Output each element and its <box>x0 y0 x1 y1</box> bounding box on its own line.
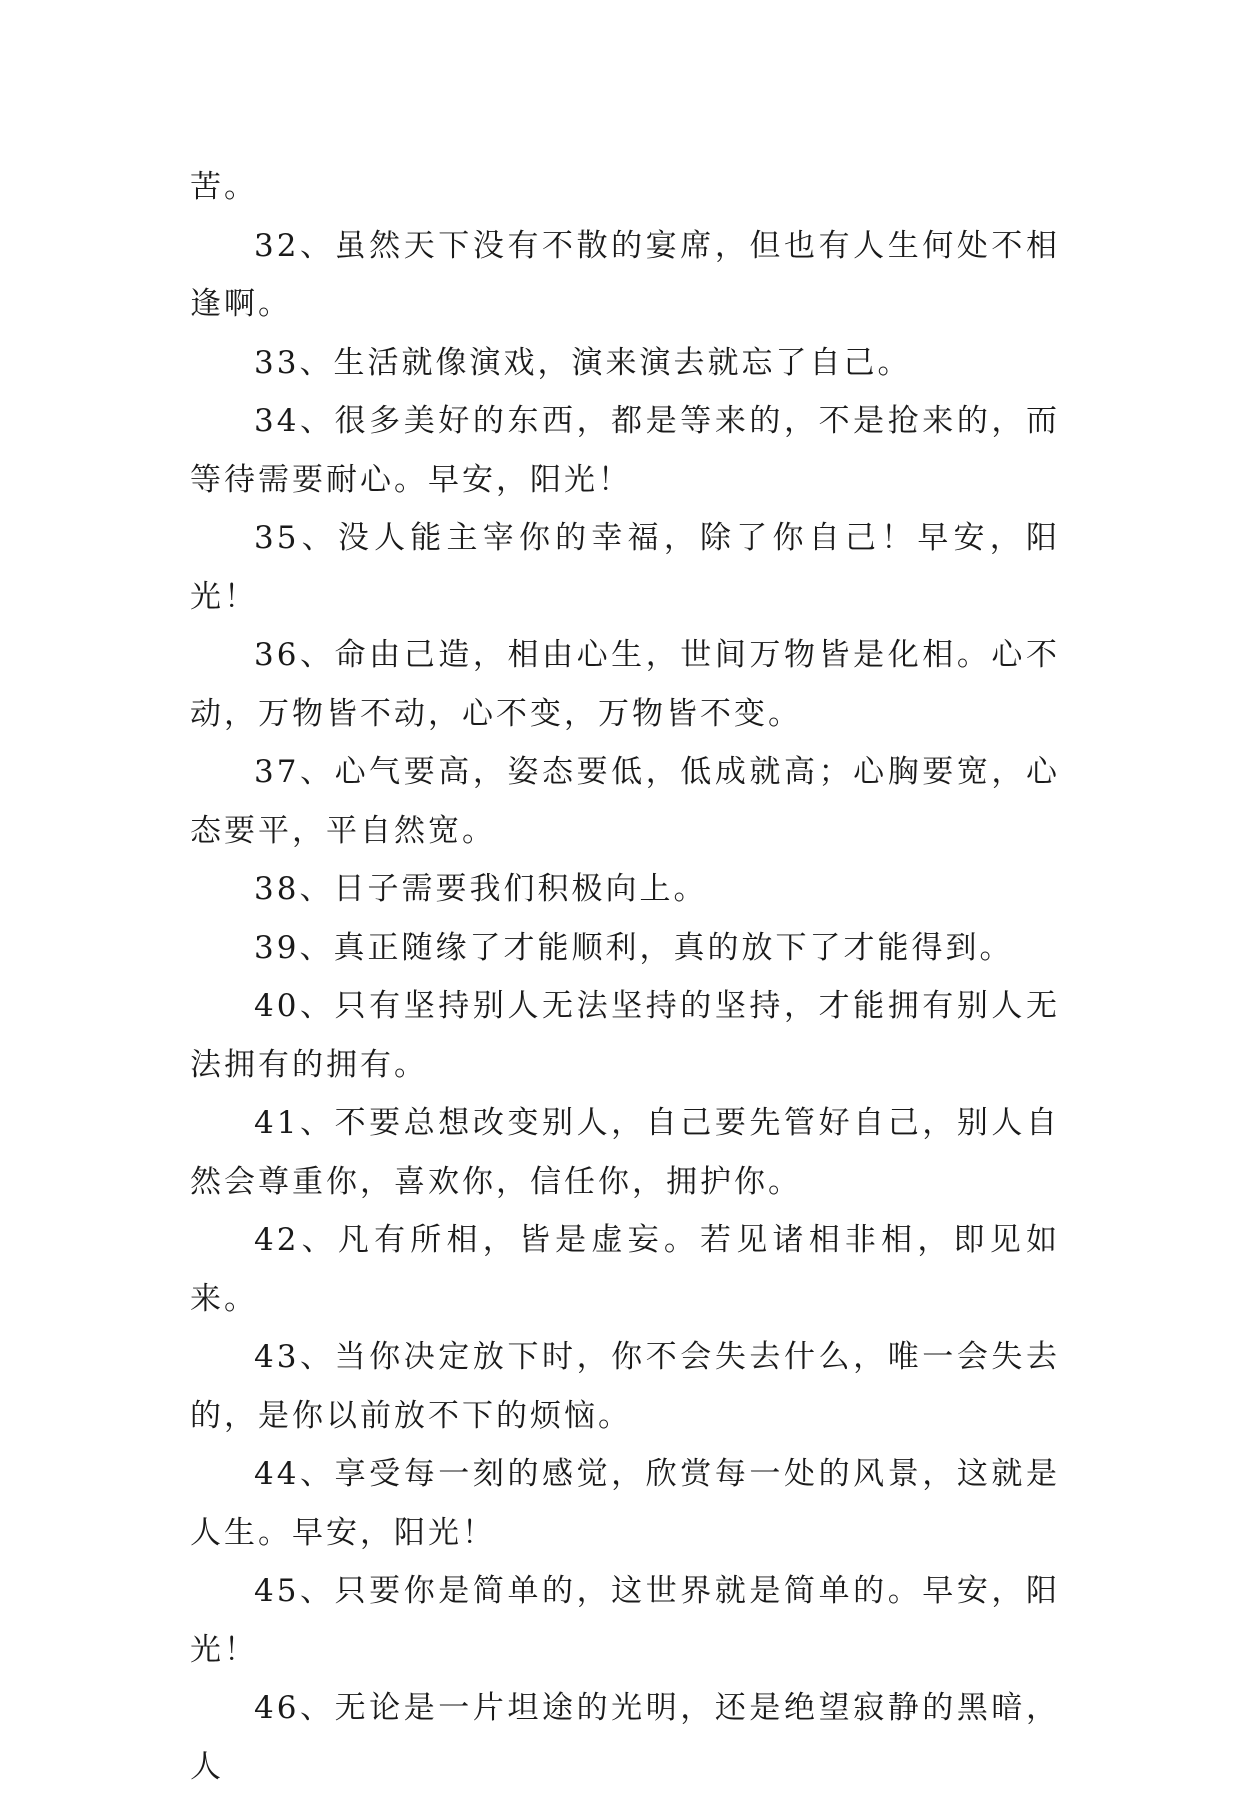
paragraph: 39、真正随缘了才能顺利，真的放下了才能得到。 <box>254 929 1014 966</box>
paragraph: 42、凡有所相，皆是虚妄。若见诸相非相，即见如来。 <box>190 1222 1060 1317</box>
paragraph: 41、不要总想改变别人，自己要先管好自己，别人自然会尊重你，喜欢你，信任你，拥护你。 <box>190 1105 1060 1200</box>
paragraph: 43、当你决定放下时，你不会失去什么，唯一会失去的，是你以前放不下的烦恼。 <box>190 1339 1060 1434</box>
paragraph: 40、只有坚持别人无法坚持的坚持，才能拥有别人无法拥有的拥有。 <box>190 988 1060 1083</box>
paragraph: 32、虽然天下没有不散的宴席，但也有人生何处不相逢啊。 <box>190 227 1060 322</box>
paragraph: 38、日子需要我们积极向上。 <box>254 871 708 907</box>
paragraph: 34、很多美好的东西，都是等来的，不是抢来的，而等待需要耐心。早安，阳光！ <box>190 403 1060 498</box>
paragraph: 37、心气要高，姿态要低，低成就高；心胸要宽，心态要平，平自然宽。 <box>190 754 1060 849</box>
paragraph: 44、享受每一刻的感觉，欣赏每一处的风景，这就是人生。早安，阳光！ <box>190 1456 1060 1551</box>
document-body <box>190 158 1060 1796</box>
paragraph: 苦。 <box>190 169 258 205</box>
paragraph: 36、命由己造，相由心生，世间万物皆是化相。心不动，万物皆不动，心不变，万物皆不变。 <box>190 637 1060 732</box>
paragraph: 46、无论是一片坦途的光明，还是绝望寂静的黑暗，人 <box>190 1690 1060 1785</box>
paragraph: 45、只要你是简单的，这世界就是简单的。早安，阳光！ <box>190 1573 1060 1668</box>
paragraph: 35、没人能主宰你的幸福，除了你自己！早安，阳光！ <box>190 520 1060 615</box>
paragraph: 33、生活就像演戏，演来演去就忘了自己。 <box>254 344 912 381</box>
